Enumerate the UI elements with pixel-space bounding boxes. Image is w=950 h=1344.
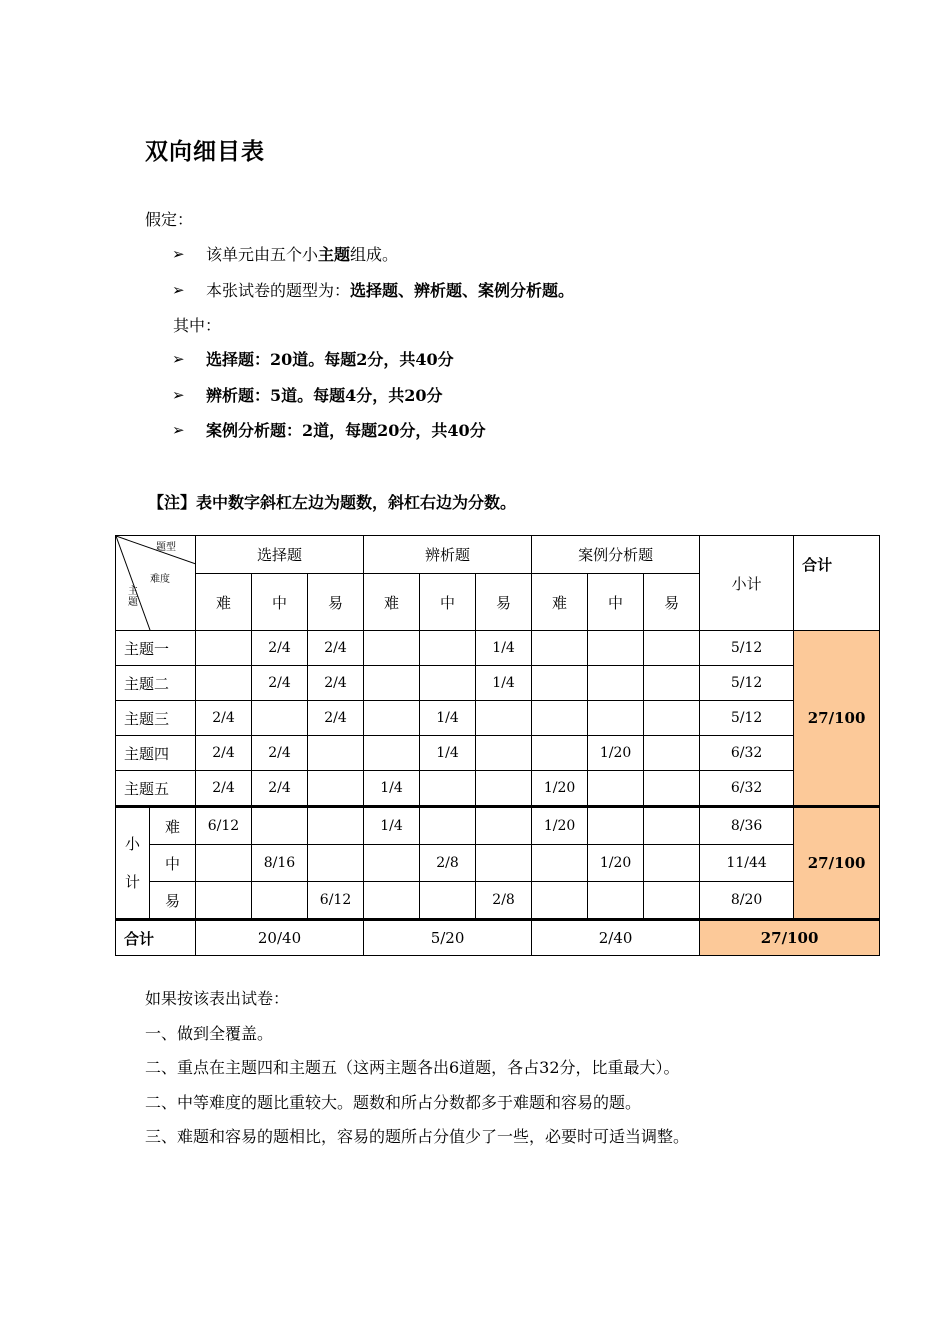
table-row bbox=[116, 882, 880, 920]
level-medium: 中 bbox=[252, 574, 308, 631]
table-cell bbox=[588, 882, 644, 920]
table-cell bbox=[420, 666, 476, 701]
grand-total-group-cell: 5/20 bbox=[364, 920, 532, 956]
bullet-arrow-icon: ➢ bbox=[172, 245, 185, 263]
subtotal-level-cell: 难 bbox=[150, 807, 196, 845]
type-case: 案例分析题：2道，每题20分，共40分 bbox=[206, 421, 486, 440]
table-cell bbox=[196, 666, 252, 701]
corner-topic-label-2: 题 bbox=[128, 597, 138, 608]
table-cell bbox=[644, 666, 700, 701]
topic-row-header: 主题三 bbox=[116, 701, 196, 736]
topic-total-cell: 27/100 bbox=[794, 631, 880, 807]
table-cell: 1/20 bbox=[532, 771, 588, 807]
two-way-specification-table bbox=[115, 535, 880, 956]
topic-row-header: 主题一 bbox=[116, 631, 196, 666]
bullet-arrow-icon: ➢ bbox=[172, 350, 185, 368]
table-cell bbox=[308, 736, 364, 771]
table-cell bbox=[588, 807, 644, 845]
table-cell bbox=[644, 807, 700, 845]
grand-total-label: 合计 bbox=[116, 920, 196, 956]
group-header-choice: 选择题 bbox=[196, 536, 364, 574]
conclusion-2: 二、重点在主题四和主题五（这两主题各出6道题，各占32分，比重最大）。 bbox=[145, 1058, 680, 1077]
level-hard: 难 bbox=[364, 574, 420, 631]
table-cell bbox=[252, 701, 308, 736]
table-cell bbox=[588, 631, 644, 666]
table-cell: 6/12 bbox=[196, 807, 252, 845]
bullet-arrow-icon: ➢ bbox=[172, 386, 185, 404]
table-cell bbox=[476, 845, 532, 882]
table-cell: 2/4 bbox=[308, 631, 364, 666]
table-cell bbox=[252, 807, 308, 845]
conclusion-intro: 如果按该表出试卷： bbox=[145, 989, 290, 1008]
table-cell bbox=[364, 631, 420, 666]
table-cell bbox=[532, 666, 588, 701]
table-cell: 2/4 bbox=[252, 736, 308, 771]
row-subtotal-cell: 6/32 bbox=[700, 736, 794, 771]
table-cell: 1/4 bbox=[476, 666, 532, 701]
corner-type-label: 题型 bbox=[156, 542, 176, 553]
subtotal-block-label bbox=[116, 807, 150, 920]
group-header-case: 案例分析题 bbox=[532, 536, 700, 574]
table-cell: 2/4 bbox=[196, 736, 252, 771]
corner-topic-label-1: 主 bbox=[128, 586, 138, 597]
table-note: 【注】表中数字斜杠左边为题数，斜杠右边为分数。 bbox=[148, 493, 517, 512]
topic-row-header: 主题四 bbox=[116, 736, 196, 771]
table-cell: 2/8 bbox=[476, 882, 532, 920]
table-cell bbox=[364, 701, 420, 736]
table-cell bbox=[196, 882, 252, 920]
table-cell: 2/4 bbox=[252, 631, 308, 666]
table-row bbox=[116, 666, 880, 701]
total-header: 合计 bbox=[794, 536, 880, 631]
table-cell: 1/20 bbox=[588, 845, 644, 882]
subtotal-level-cell: 易 bbox=[150, 882, 196, 920]
table-cell: 1/4 bbox=[476, 631, 532, 666]
level-easy: 易 bbox=[644, 574, 700, 631]
table-cell bbox=[644, 882, 700, 920]
bullet-arrow-icon: ➢ bbox=[172, 421, 185, 439]
table-cell bbox=[476, 736, 532, 771]
table-cell bbox=[308, 771, 364, 807]
subtotal-block-label-2: 计 bbox=[124, 873, 140, 891]
table-cell bbox=[644, 736, 700, 771]
table-cell bbox=[644, 771, 700, 807]
subtotal-header: 小计 bbox=[700, 536, 794, 631]
table-cell bbox=[420, 807, 476, 845]
table-cell bbox=[644, 631, 700, 666]
table-cell bbox=[588, 701, 644, 736]
table-cell: 1/4 bbox=[420, 701, 476, 736]
group-header-analysis: 辨析题 bbox=[364, 536, 532, 574]
table-cell bbox=[532, 736, 588, 771]
grand-total-row bbox=[116, 920, 880, 956]
row-subtotal-cell: 5/12 bbox=[700, 666, 794, 701]
grand-total-cell: 27/100 bbox=[700, 920, 880, 956]
table-cell: 8/16 bbox=[252, 845, 308, 882]
corner-difficulty-label: 难度 bbox=[150, 574, 170, 585]
table-cell: 1/4 bbox=[420, 736, 476, 771]
table-cell bbox=[476, 771, 532, 807]
type-choice: 选择题：20道。每题2分，共40分 bbox=[206, 350, 454, 369]
table-cell bbox=[364, 882, 420, 920]
table-cell bbox=[308, 845, 364, 882]
table-cell: 1/20 bbox=[588, 736, 644, 771]
table-cell bbox=[420, 771, 476, 807]
table-cell: 1/20 bbox=[532, 807, 588, 845]
conclusion-4: 三、难题和容易的题相比，容易的题所占分值少了一些，必要时可适当调整。 bbox=[145, 1127, 690, 1146]
table-row bbox=[116, 845, 880, 882]
level-easy: 易 bbox=[476, 574, 532, 631]
subtotal-level-cell: 中 bbox=[150, 845, 196, 882]
table-cell: 1/4 bbox=[364, 771, 420, 807]
row-subtotal-cell: 5/12 bbox=[700, 631, 794, 666]
row-subtotal-cell: 11/44 bbox=[700, 845, 794, 882]
table-row bbox=[116, 701, 880, 736]
conclusion-3: 二、中等难度的题比重较大。题数和所占分数都多于难题和容易的题。 bbox=[145, 1093, 642, 1112]
corner-header-cell bbox=[116, 536, 196, 631]
level-hard: 难 bbox=[532, 574, 588, 631]
grand-total-group-cell: 2/40 bbox=[532, 920, 700, 956]
row-subtotal-cell: 8/20 bbox=[700, 882, 794, 920]
table-cell: 2/4 bbox=[252, 666, 308, 701]
page-title: 双向细目表 bbox=[145, 139, 265, 165]
table-cell bbox=[532, 882, 588, 920]
table-cell: 2/8 bbox=[420, 845, 476, 882]
table-cell: 1/4 bbox=[364, 807, 420, 845]
table-cell bbox=[308, 807, 364, 845]
table-cell: 2/4 bbox=[196, 701, 252, 736]
table-cell bbox=[588, 666, 644, 701]
table-cell bbox=[364, 666, 420, 701]
row-subtotal-cell: 6/32 bbox=[700, 771, 794, 807]
table-cell bbox=[420, 882, 476, 920]
table-cell: 2/4 bbox=[308, 666, 364, 701]
table-cell bbox=[476, 701, 532, 736]
subtotal-block-label-1: 小 bbox=[124, 835, 140, 853]
level-easy: 易 bbox=[308, 574, 364, 631]
row-subtotal-cell: 5/12 bbox=[700, 701, 794, 736]
table-cell bbox=[644, 845, 700, 882]
table-cell bbox=[588, 771, 644, 807]
level-hard: 难 bbox=[196, 574, 252, 631]
grand-total-group-cell: 20/40 bbox=[196, 920, 364, 956]
subtotal-total-cell: 27/100 bbox=[794, 807, 880, 920]
table-cell bbox=[644, 701, 700, 736]
table-row bbox=[116, 807, 880, 845]
table-row bbox=[116, 631, 880, 666]
table-cell: 2/4 bbox=[308, 701, 364, 736]
table-cell bbox=[532, 701, 588, 736]
table-cell: 6/12 bbox=[308, 882, 364, 920]
table-cell bbox=[532, 845, 588, 882]
conclusion-1: 一、做到全覆盖。 bbox=[145, 1024, 274, 1043]
row-subtotal-cell: 8/36 bbox=[700, 807, 794, 845]
assume-label: 假定： bbox=[145, 210, 194, 229]
table-cell bbox=[196, 845, 252, 882]
table-cell bbox=[196, 631, 252, 666]
bullet-arrow-icon: ➢ bbox=[172, 281, 185, 299]
topic-row-header: 主题二 bbox=[116, 666, 196, 701]
table-row bbox=[116, 736, 880, 771]
table-cell bbox=[364, 845, 420, 882]
table-cell bbox=[476, 807, 532, 845]
table-cell bbox=[532, 631, 588, 666]
level-medium: 中 bbox=[420, 574, 476, 631]
table-cell bbox=[420, 631, 476, 666]
table-row bbox=[116, 771, 880, 807]
among-label: 其中： bbox=[173, 316, 222, 335]
level-medium: 中 bbox=[588, 574, 644, 631]
table-cell: 2/4 bbox=[196, 771, 252, 807]
assumption-1: 该单元由五个小主题组成。 bbox=[206, 245, 399, 264]
table-cell bbox=[364, 736, 420, 771]
assumption-2: 本张试卷的题型为：选择题、辨析题、案例分析题。 bbox=[206, 281, 575, 300]
topic-row-header: 主题五 bbox=[116, 771, 196, 807]
table-cell bbox=[252, 882, 308, 920]
table-cell: 2/4 bbox=[252, 771, 308, 807]
type-analysis: 辨析题：5道。每题4分，共20分 bbox=[206, 386, 443, 405]
